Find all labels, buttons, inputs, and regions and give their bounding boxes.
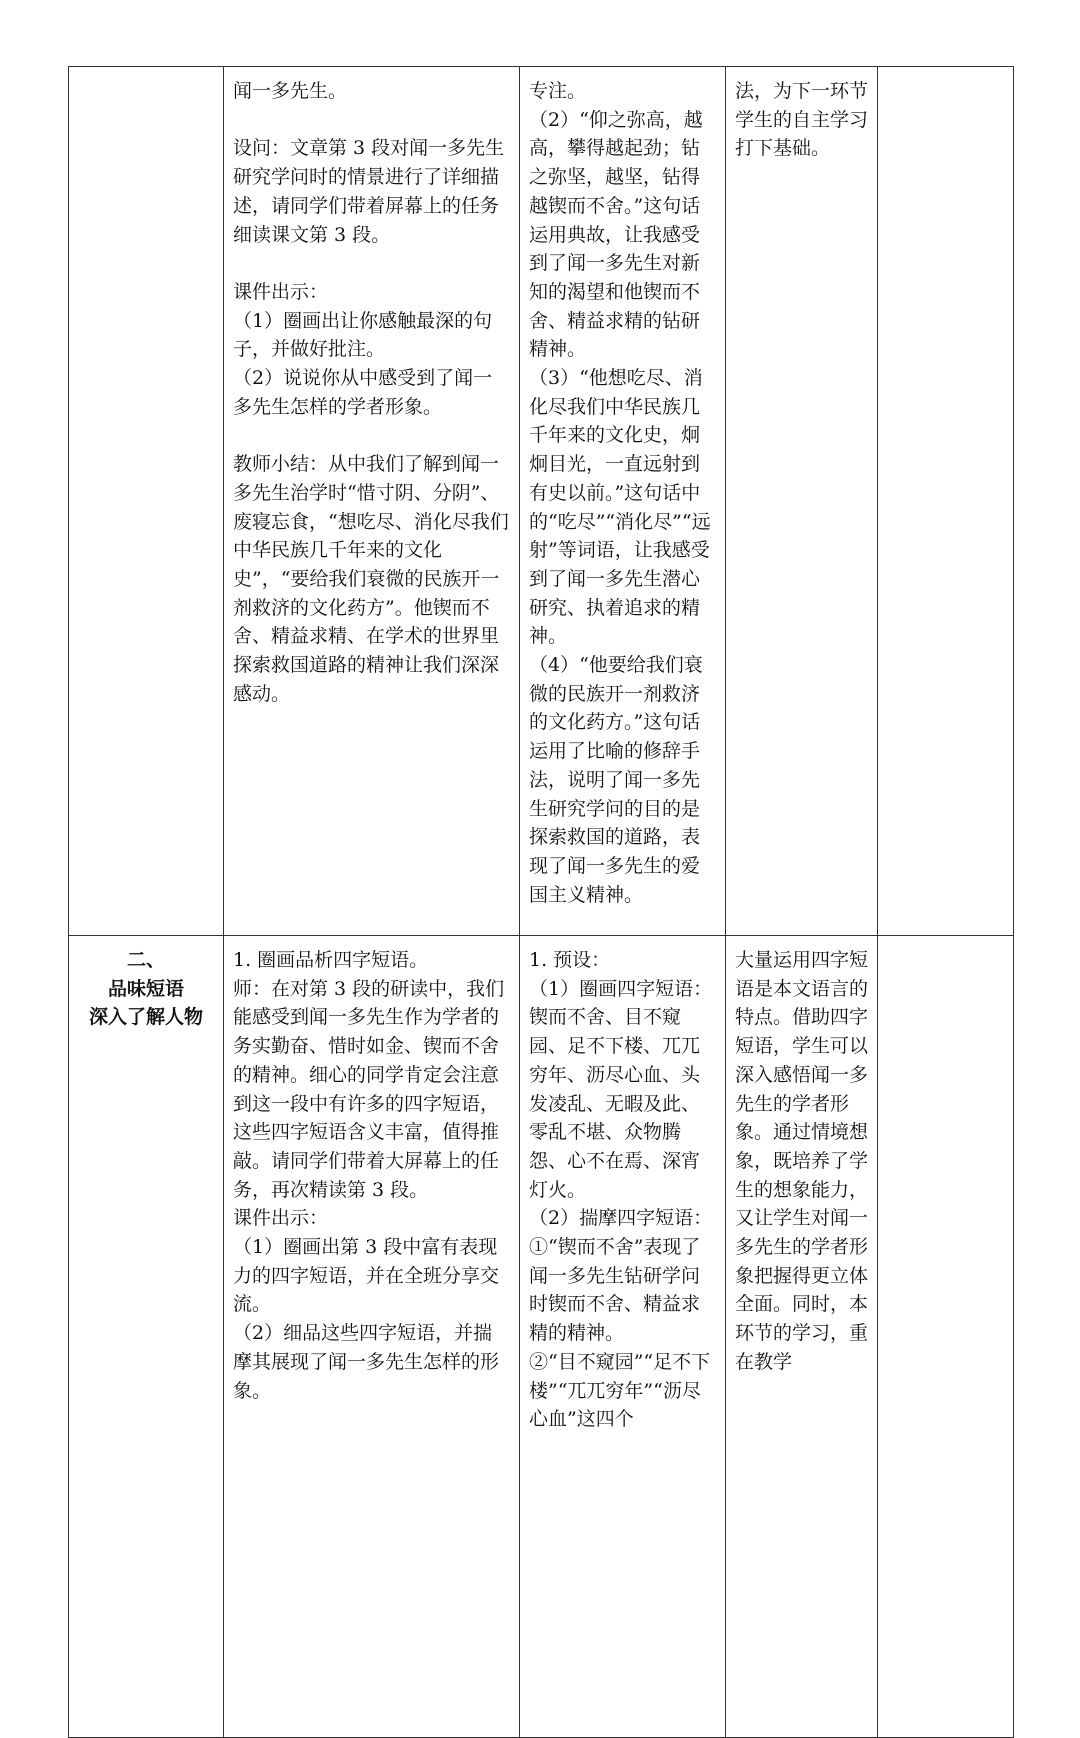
cell-paragraph: 1. 圈画品析四字短语。 <box>233 949 429 971</box>
cell-paragraph: （2）“仰之弥高，越高，攀得越起劲；钻之弥坚，越坚，钻得越锲而不舍。”这句话运用典故，让我感受到了闻一多先生对新知的渴望和他锲而不舍、精益求精的钻研精神。 <box>529 108 703 361</box>
cell-paragraph: 大量运用四字短语是本文语言的特点。借助四字短语，学生可以深入感悟闻一多先生的学者形象。通过情境想象，既培养了学生的想象能力，又让学生对闻一多先生的学者形象把握得更立体全面。同时，本环节的学习，重在教学 <box>735 949 869 1373</box>
teacher-activity-cell <box>224 936 520 1738</box>
cell-paragraph: 课件出示： <box>233 280 329 303</box>
notes-cell <box>878 67 1014 936</box>
cell-paragraph: 专注。 <box>529 80 587 102</box>
cell-paragraph: 设问：文章第 3 段对闻一多先生研究学问时的情景进行了详细描述，请同学们带着屏幕上的任务细读课文第 3 段。 <box>233 137 505 246</box>
design-intent-cell <box>726 67 878 936</box>
cell-paragraph: ①“锲而不舍”表现了闻一多先生钻研学问时锲而不舍、精益求精的精神。 <box>529 1236 701 1345</box>
cell-paragraph: （1）圈画出第 3 段中富有表现力的四字短语，并在全班分享交流。 <box>233 1236 500 1316</box>
cell-paragraph: ②“目不窥园”“足不下楼”“兀兀穷年”“沥尽心血”这四个 <box>529 1350 711 1431</box>
cell-paragraph: （4）“他要给我们衰微的民族开一剂救济的文化药方。”这句话运用了比喻的修辞手法，说明了闻一多先生研究学问的目的是探索救国的道路，表现了闻一多先生的爱国主义精神。 <box>529 654 703 906</box>
cell-paragraph: 教师小结：从中我们了解到闻一多先生治学时“惜寸阴、分阴”、废寝忘食，“想吃尽、消化尽我们中华民族几千年来的文化史”，“要给我们衰微的民族开一剂救济的文化药方”。他锲而不舍、精益求精、在学术的世界里探索救国道路的精神让我们深深感动。 <box>233 453 509 705</box>
paragraph-gap <box>233 249 510 278</box>
lesson-plan-table <box>68 66 1014 1738</box>
student-activity-cell <box>520 67 726 936</box>
design-intent-cell <box>726 936 878 1738</box>
paragraph-gap <box>233 106 510 135</box>
cell-paragraph: 师：在对第 3 段的研读中，我们能感受到闻一多先生作为学者的务实勤奋、惜时如金、锲而不舍的精神。细心的同学肯定会注意到这一段中有许多的四字短语，这些四字短语含义丰富，值得推敲。请同学们带着大屏幕上的任务，再次精读第 3 段。 <box>233 977 505 1201</box>
cell-paragraph: （3）“他想吃尽、消化尽我们中华民族几千年来的文化史，炯炯目光，一直远射到有史以前。”这句话中的“吃尽”“消化尽”“远射”等词语，让我感受到了闻一多先生潜心研究、执着追求的精神。 <box>529 367 711 648</box>
cell-paragraph: 深入了解人物 <box>88 1006 203 1029</box>
cell-paragraph: （1）圈画四字短语：锲而不舍、目不窥园、足不下楼、兀兀穷年、沥尽心血、头发凌乱、无暇及此、零乱不堪、众物腾怨、心不在焉、深宵灯火。 <box>529 977 713 1201</box>
stage-cell <box>69 67 224 936</box>
table-row <box>69 936 1014 1738</box>
cell-paragraph: 二、 <box>126 949 165 971</box>
cell-paragraph: （2）细品这些四字短语，并揣摩其展现了闻一多先生怎样的形象。 <box>233 1322 500 1402</box>
stage-cell <box>69 936 224 1738</box>
notes-cell <box>878 936 1014 1738</box>
paragraph-gap <box>233 421 510 450</box>
cell-paragraph: （2）说说你从中感受到了闻一多先生怎样的学者形象。 <box>233 367 493 418</box>
cell-paragraph: 法，为下一环节学生的自主学习打下基础。 <box>735 80 869 160</box>
cell-paragraph: 课件出示： <box>233 1207 329 1230</box>
teacher-activity-cell <box>224 67 520 936</box>
cell-paragraph: 品味短语 <box>107 977 184 1000</box>
cell-paragraph: 1. 预设： <box>529 949 611 971</box>
cell-paragraph: 闻一多先生。 <box>233 80 348 102</box>
table-row <box>69 67 1014 936</box>
cell-paragraph: （2）揣摩四字短语： <box>529 1207 713 1230</box>
student-activity-cell <box>520 936 726 1738</box>
cell-paragraph: （1）圈画出让你感触最深的句子，并做好批注。 <box>233 309 493 361</box>
